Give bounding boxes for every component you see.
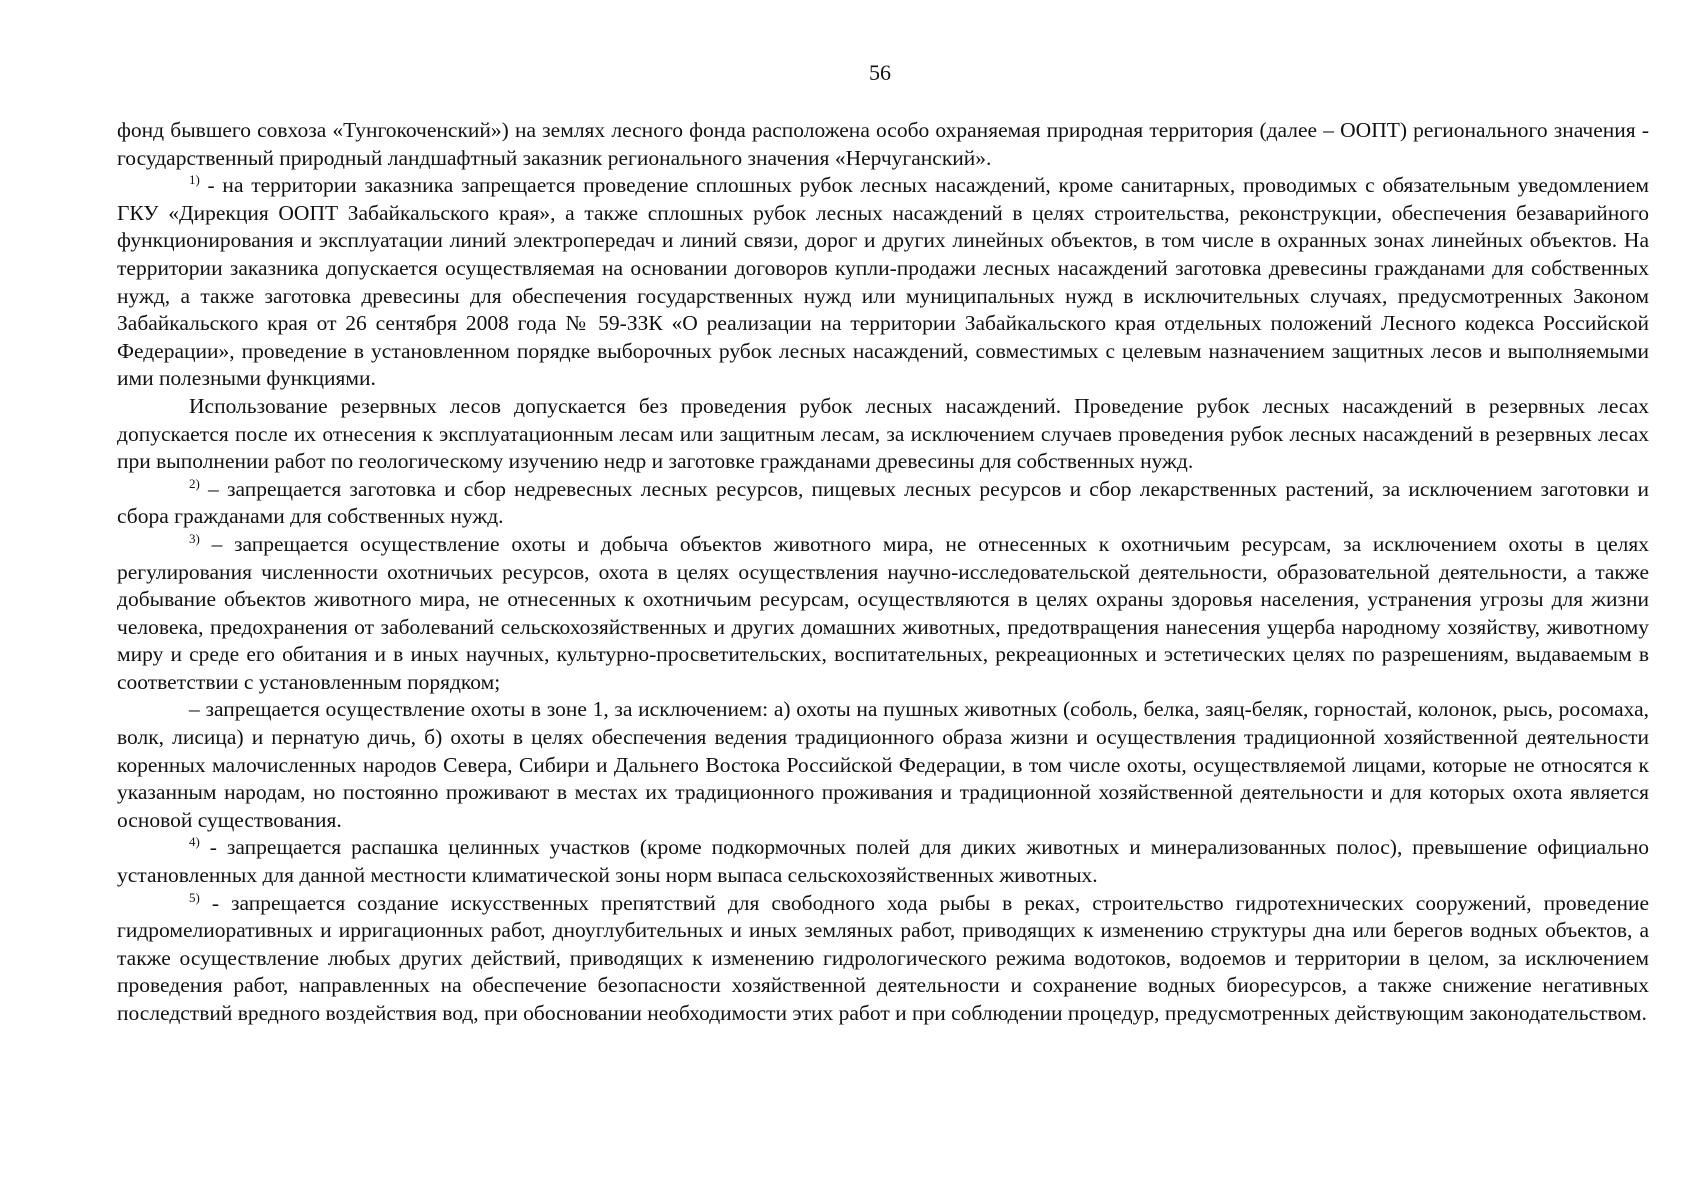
paragraph-text: - на территории заказника запрещается проведение сплошных рубок лесных насаждений, кроме санитарных, проводимых с обязательным уведомлением ГКУ «Дирекция ООПТ Забайкальского края», а также сплошных рубок лесных насаждений в целях строительства, реконструкции, обеспечения безаварийного функционирования и эксплуатации линий электропередач и линий связи, дорог и других линейных объектов, в том числе в охранных зонах линейных объектов. На территории заказника допускается осуществляемая на основании договоров купли-продажи лесных насаждений заготовка древесины гражданами для собственных нужд, а также заготовка древесины для обеспечения государственных нужд или муниципальных нужд в исключительных случаях, предусмотренных Законом Забайкальского края от 26 сентября 2008 года № 59-ЗЗК «О реализации на территории Забайкальского края отдельных положений Лесного кодекса Российской Федерации», проведение в установленном порядке выборочных рубок лесных насаждений, совместимых с целевым назначением защитных лесов и выполняемыми ими полезными функциями. xyxy=(117,173,1649,391)
footnote-marker: 2) xyxy=(189,475,200,491)
paragraph-intro xyxy=(117,117,1649,172)
paragraph-text: – запрещается заготовка и сбор недревесных лесных ресурсов, пищевых лесных ресурсов и сбор лекарственных растений, за исключением заготовки и сбора гражданами для собственных нужд. xyxy=(117,476,1649,529)
paragraph-footnote-2 xyxy=(117,476,1649,531)
paragraph-text: - запрещается распашка целинных участков (кроме подкормочных полей для диких животных и минерализованных полос), превышение официально установленных для данной местности климатической зоны норм выпаса сельскохозяйственных животных. xyxy=(117,835,1649,888)
paragraph-text: – запрещается осуществление охоты в зоне 1, за исключением: а) охоты на пушных животных (соболь, белка, заяц-беляк, горностай, колонок, рысь, росомаха, волк, лисица) и пернатую дичь, б) охоты в целях обеспечения ведения традиционного образа жизни и осуществления традиционной хозяйственной деятельности коренных малочисленных народов Севера, Сибири и Дальнего Востока Российской Федерации, в том числе охоты, осуществляемой лицами, которые не относятся к указанным народам, но постоянно проживают в местах их традиционного проживания и традиционной хозяйственной деятельности и для которых охота является основой существования. xyxy=(117,697,1649,832)
paragraph-reserve-forests xyxy=(117,393,1649,476)
footnote-marker: 5) xyxy=(189,889,200,905)
paragraph-text: Использование резервных лесов допускается без проведения рубок лесных насаждений. Проведение рубок лесных насаждений в резервных лесах допускается после их отнесения к эксплуатационным лесам или защитным лесам, за исключением случаев проведения рубок лесных насаждений в резервных лесах при выполнении работ по геологическому изучению недр и заготовке гражданами древесины для собственных нужд. xyxy=(117,393,1649,474)
paragraph-hunting-zone-1 xyxy=(117,696,1649,834)
page-number: 56 xyxy=(869,60,891,85)
footnote-marker: 4) xyxy=(189,834,200,850)
paragraph-text: – запрещается осуществление охоты и добыча объектов животного мира, не отнесенных к охотничьим ресурсам, за исключением охоты в целях регулирования численности охотничьих ресурсов, охота в целях осуществления научно-исследовательской деятельности, образовательной деятельности, а также добывание объектов животного мира, не отнесенных к охотничьим ресурсам, осуществляются в целях охраны здоровья населения, устранения угрозы для жизни человека, предохранения от заболеваний сельскохозяйственных и других домашних животных, предотвращения нанесения ущерба народному хозяйству, животному миру и среде его обитания и в иных научных, культурно-просветительских, воспитательных, рекреационных и эстетических целях по разрешениям, выдаваемым в соответствии с установленным порядком; xyxy=(117,531,1649,694)
paragraph-footnote-1 xyxy=(117,172,1649,393)
paragraph-footnote-5 xyxy=(117,890,1649,1028)
footnote-marker: 3) xyxy=(189,530,200,546)
document-body xyxy=(117,117,1649,1028)
paragraph-text: фонд бывшего совхоза «Тунгокоченский») на землях лесного фонда расположена особо охраняемая природная территория (далее – ООПТ) регионального значения - государственный природный ландшафтный заказник регионального значения «Нерчуганский». xyxy=(117,118,1649,170)
paragraph-footnote-4 xyxy=(117,834,1649,889)
paragraph-footnote-3 xyxy=(117,531,1649,697)
footnote-marker: 1) xyxy=(189,172,200,188)
paragraph-text: - запрещается создание искусственных препятствий для свободного хода рыбы в реках, строительство гидротехнических сооружений, проведение гидромелиоративных и ирригационных работ, дноуглубительных и иных земляных работ, приводящих к изменению структуры дна или берегов водных объектов, а также осуществление любых других действий, приводящих к изменению гидрологического режима водотоков, водоемов и территории в целом, за исключением проведения работ, направленных на обеспечение безопасности хозяйственной деятельности и сохранение водных биоресурсов, а также снижение негативных последствий вредного воздействия вод, при обосновании необходимости этих работ и при соблюдении процедур, предусмотренных действующим законодательством. xyxy=(117,890,1649,1025)
